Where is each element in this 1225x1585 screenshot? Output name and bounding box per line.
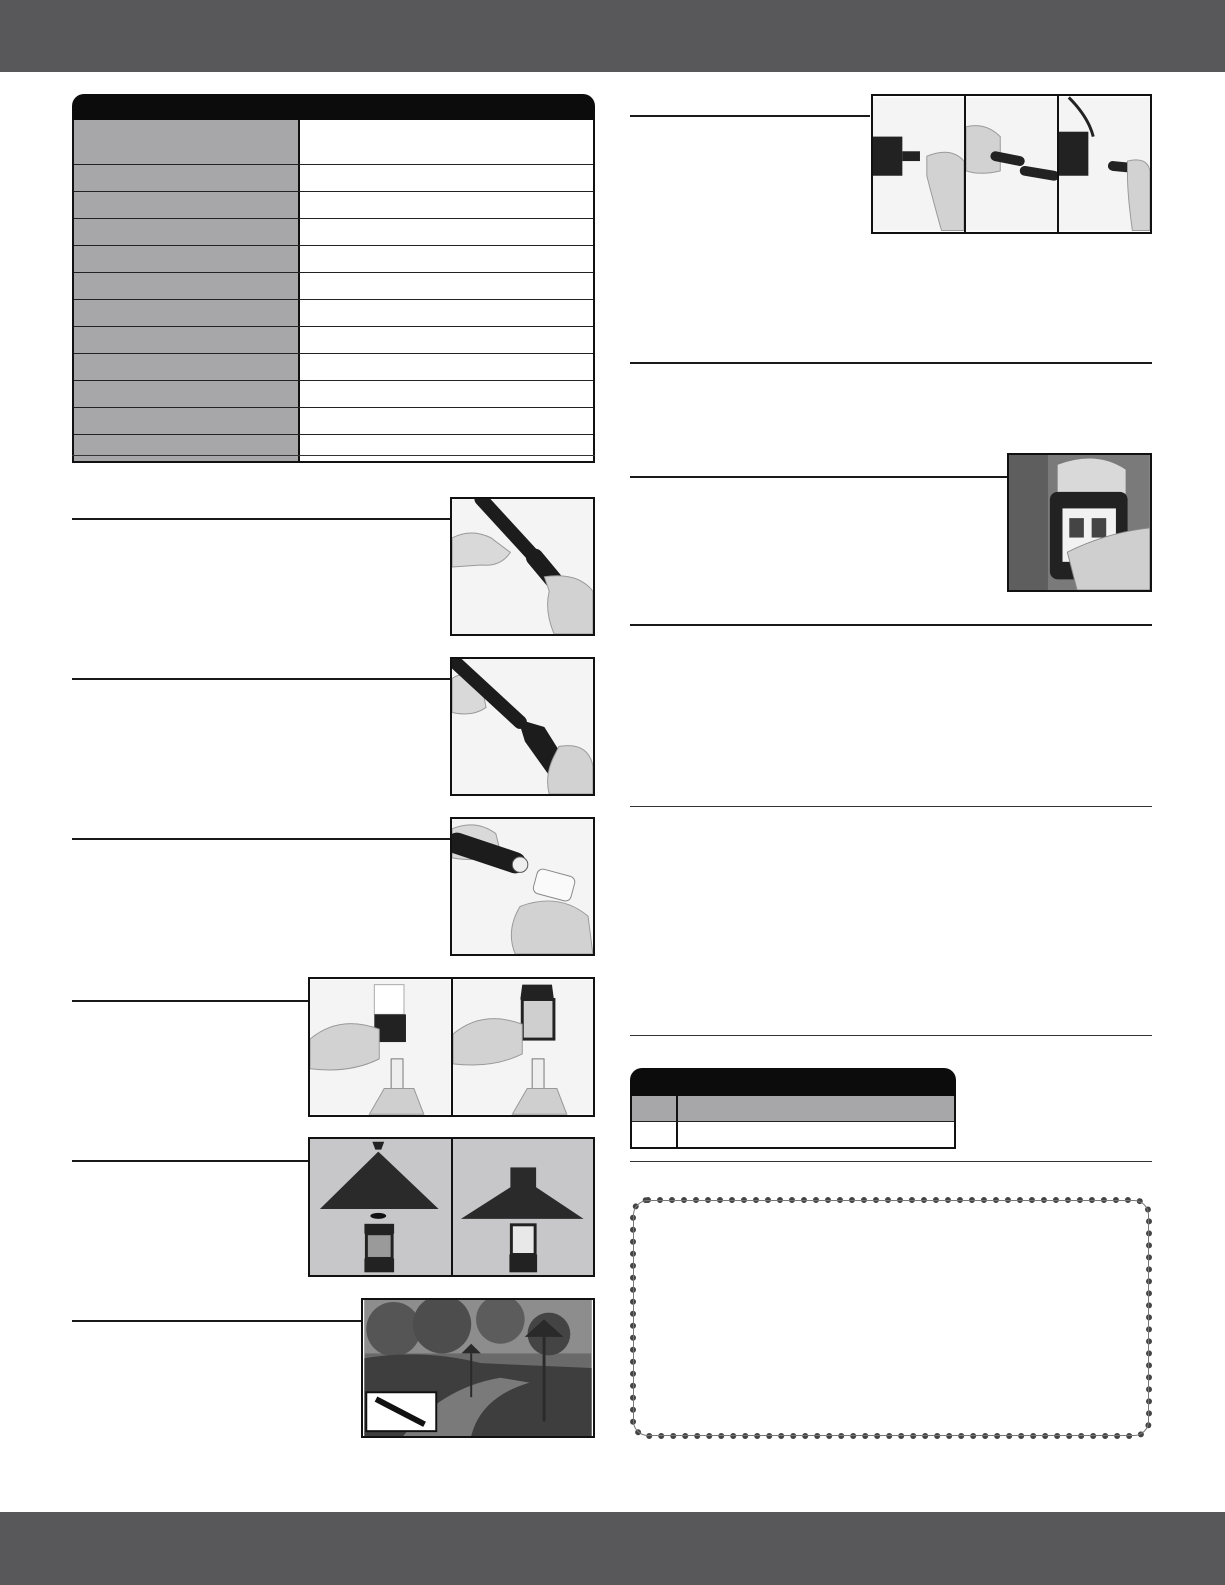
spec-label	[74, 165, 300, 191]
step-8-heading-rule	[630, 476, 1008, 478]
spec-value	[300, 273, 593, 299]
spec-value	[300, 354, 593, 380]
transformer-step-a-icon	[873, 96, 964, 232]
step-3-heading-rule	[72, 838, 450, 840]
part-number	[632, 1096, 678, 1121]
spec-label	[74, 120, 300, 164]
section-divider	[72, 455, 595, 456]
spec-table-row	[74, 245, 593, 272]
spec-table-row	[74, 353, 593, 380]
insert-bulb-photo-icon	[450, 817, 595, 956]
step-2-heading-rule	[72, 678, 450, 680]
spec-label	[74, 246, 300, 272]
section-divider	[630, 1161, 1152, 1162]
specifications-table	[72, 94, 595, 463]
spec-label	[74, 327, 300, 353]
spec-table-row	[74, 407, 593, 434]
install-lens-photo-icon	[308, 977, 595, 1117]
outlet-plug-photo-icon	[1007, 453, 1152, 592]
spec-value	[300, 300, 593, 326]
step-5-heading-rule	[72, 1160, 310, 1162]
tip-box	[630, 1197, 1152, 1439]
spec-table-row	[74, 299, 593, 326]
spec-value	[300, 219, 593, 245]
attach-shade-diagram-icon	[308, 1137, 595, 1277]
step-4-heading-rule	[72, 1000, 310, 1002]
spec-label	[74, 300, 300, 326]
parts-table-header	[630, 1068, 956, 1096]
spec-value	[300, 408, 593, 434]
garden-installation-photo-icon	[361, 1298, 595, 1438]
parts-table	[630, 1068, 956, 1149]
spec-table-row	[74, 191, 593, 218]
spec-table-row	[74, 218, 593, 245]
attach-stake-photo-icon	[450, 657, 595, 796]
install-lens-step-b-icon	[451, 979, 594, 1115]
spec-value	[300, 192, 593, 218]
spec-label	[74, 408, 300, 434]
section-divider	[630, 624, 1152, 626]
transformer-connection-photo-icon	[871, 94, 1152, 234]
spec-table-row	[74, 164, 593, 191]
step-6-heading-rule	[72, 1320, 362, 1322]
spec-label	[74, 381, 300, 407]
transformer-step-b-icon	[964, 96, 1057, 232]
spec-label	[74, 192, 300, 218]
spec-value	[300, 435, 593, 461]
step-1-heading-rule	[72, 518, 450, 520]
parts-table-row	[632, 1121, 954, 1147]
spec-value	[300, 246, 593, 272]
part-description	[678, 1096, 954, 1121]
spec-label	[74, 435, 300, 461]
spec-value	[300, 381, 593, 407]
header-band	[0, 0, 1225, 72]
spec-table-row	[74, 120, 593, 164]
spec-value	[300, 120, 593, 164]
parts-table-row	[632, 1096, 954, 1121]
spec-value	[300, 327, 593, 353]
transformer-step-c-icon	[1057, 96, 1150, 232]
install-lens-step-a-icon	[310, 979, 451, 1115]
connect-cable-photo-icon	[450, 497, 595, 636]
spec-value	[300, 165, 593, 191]
spec-label	[74, 219, 300, 245]
part-number	[632, 1122, 678, 1147]
section-divider	[630, 1035, 1152, 1036]
spec-label	[74, 273, 300, 299]
spec-table-row	[74, 272, 593, 299]
spec-table-row	[74, 326, 593, 353]
specifications-table-header	[72, 94, 595, 120]
spec-label	[74, 354, 300, 380]
section-divider	[630, 362, 1152, 364]
section-divider	[630, 806, 1152, 807]
spec-table-row	[74, 434, 593, 461]
footer-band	[0, 1512, 1225, 1585]
step-7-heading-rule	[630, 115, 870, 117]
spec-table-row	[74, 380, 593, 407]
part-description	[678, 1122, 954, 1147]
attach-shade-step-b-icon	[451, 1139, 594, 1275]
attach-shade-step-a-icon	[310, 1139, 451, 1275]
